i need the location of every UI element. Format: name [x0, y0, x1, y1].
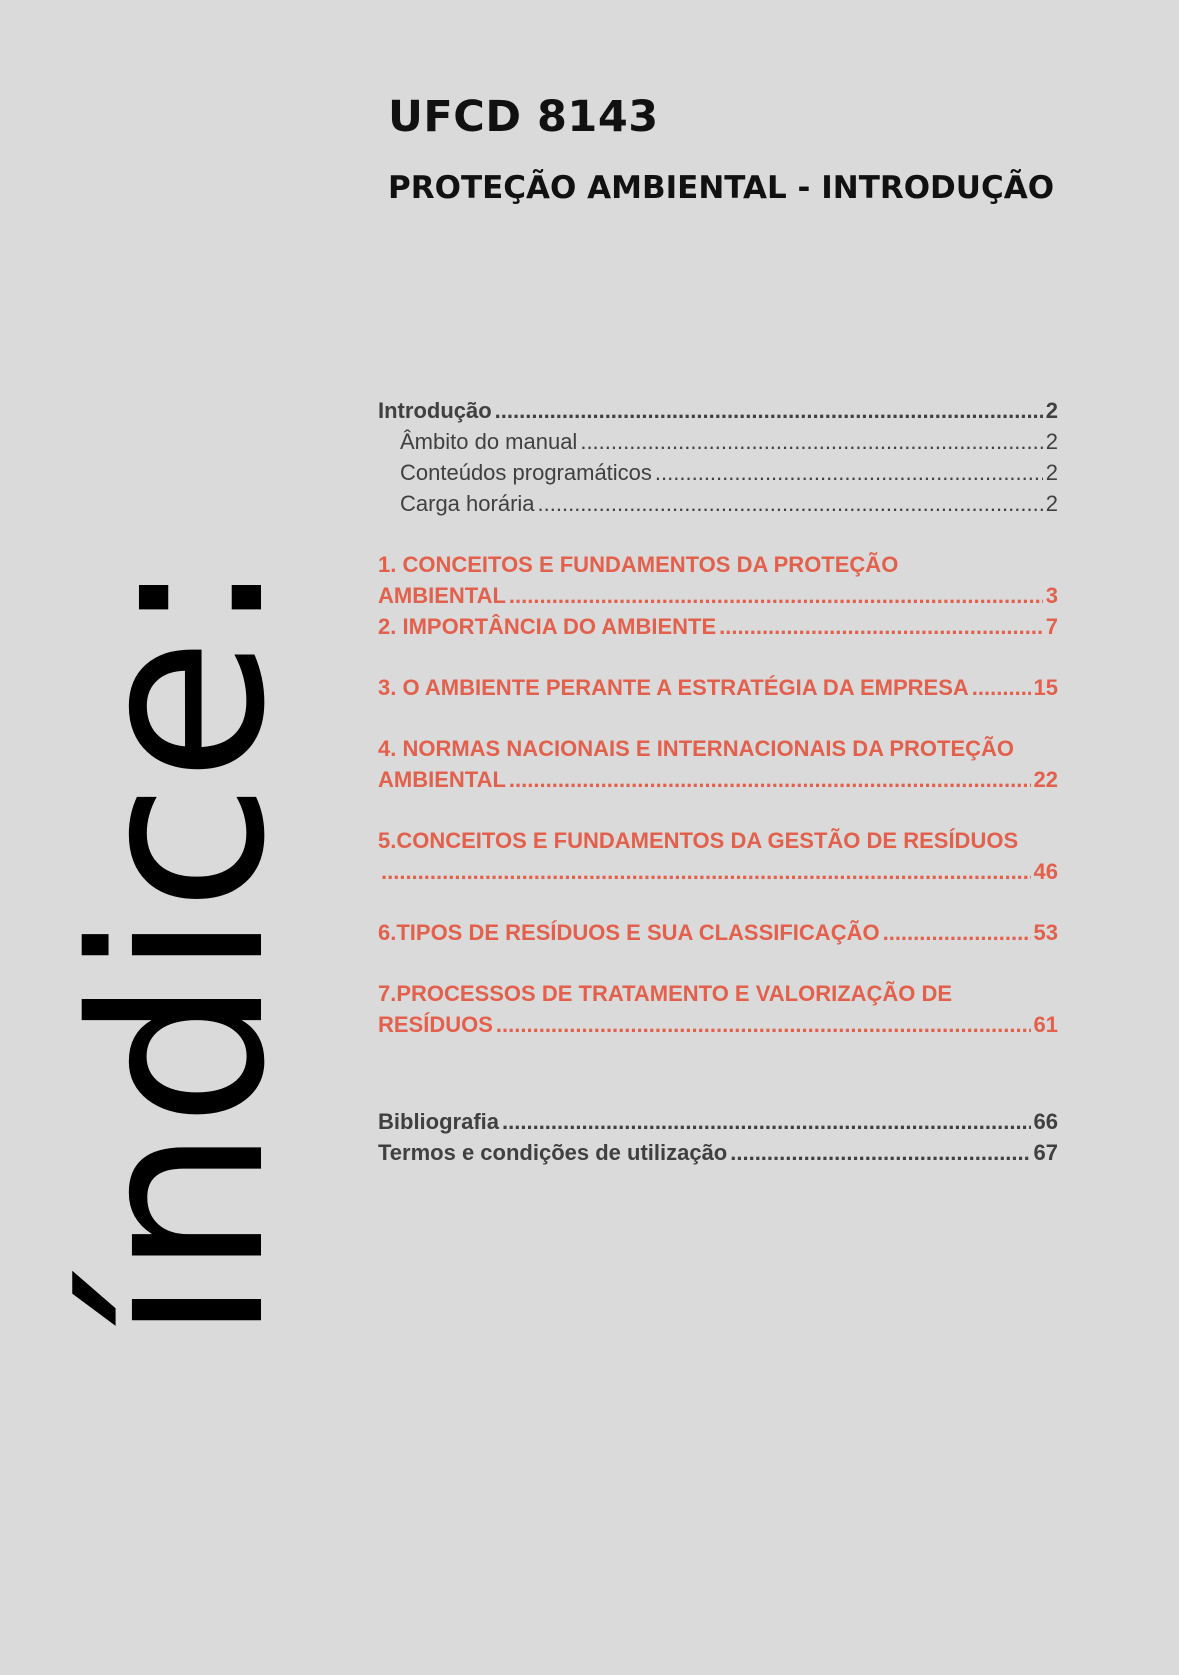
toc-leader-dots [509, 764, 1031, 795]
toc-chapter-3[interactable] [378, 672, 1058, 703]
toc-leader-dots [655, 457, 1043, 488]
toc-leader-dots [883, 917, 1031, 948]
toc-page-number: 66 [1033, 1109, 1058, 1134]
toc-page-number: 3 [1045, 583, 1058, 608]
toc-page-number: 2 [1045, 398, 1058, 423]
toc-entry-label: RESÍDUOS [378, 1012, 493, 1037]
document-subtitle: PROTEÇÃO AMBIENTAL - INTRODUÇÃO [388, 170, 1055, 206]
toc-entry-label: Carga horária [400, 491, 535, 516]
toc-leader-dots [538, 488, 1043, 519]
toc-entry-label: Conteúdos programáticos [400, 460, 652, 485]
toc-leader-dots [580, 426, 1042, 457]
toc-entry-label: Bibliografia [378, 1109, 500, 1134]
table-of-contents [378, 395, 1058, 1168]
toc-entry-carga-horaria[interactable] [378, 488, 1058, 519]
toc-page-number: 2 [1045, 429, 1058, 454]
toc-entry-label: Termos e condições de utilização [378, 1140, 728, 1165]
document-code-title: UFCD 8143 [388, 92, 659, 142]
toc-page-number: 22 [1033, 767, 1058, 792]
toc-entry-ambito-do-manual[interactable] [378, 426, 1058, 457]
toc-page-number: 46 [1033, 859, 1058, 884]
toc-entry-label: Âmbito do manual [400, 429, 578, 454]
toc-leader-dots [495, 395, 1043, 426]
toc-chapter-6[interactable] [378, 917, 1058, 948]
toc-entry-label: Introdução [378, 398, 492, 423]
toc-chapter-title-line: 1. CONCEITOS E FUNDAMENTOS DA PROTEÇÃO [378, 552, 899, 577]
toc-entry-label: 2. IMPORTÂNCIA DO AMBIENTE [378, 614, 717, 639]
toc-page-number: 15 [1033, 675, 1058, 700]
toc-leader-dots [502, 1106, 1031, 1137]
toc-leader-dots [719, 611, 1043, 642]
toc-chapter-title-line: 5.CONCEITOS E FUNDAMENTOS DA GESTÃO DE RESÍDUOS [378, 828, 1019, 853]
toc-leader-dots [381, 856, 1031, 887]
toc-leader-dots [509, 580, 1043, 611]
index-side-label: índice: [42, 557, 317, 1343]
toc-entry-conteudos-programaticos[interactable] [378, 457, 1058, 488]
toc-leader-dots [496, 1009, 1031, 1040]
toc-page-number: 2 [1045, 460, 1058, 485]
toc-leader-dots [972, 672, 1031, 703]
toc-page-number: 67 [1033, 1140, 1058, 1165]
toc-chapter-4[interactable] [378, 733, 1058, 795]
toc-entry-termos-e-condicoes[interactable] [378, 1137, 1058, 1168]
toc-chapter-title-line: 4. NORMAS NACIONAIS E INTERNACIONAIS DA PROTEÇÃO [378, 736, 1015, 761]
toc-page-number: 53 [1033, 920, 1058, 945]
toc-page-number: 7 [1045, 614, 1058, 639]
toc-entry-label: AMBIENTAL [378, 767, 506, 792]
toc-chapter-1[interactable] [378, 549, 1058, 611]
toc-chapter-7[interactable] [378, 978, 1058, 1040]
toc-page-number: 61 [1033, 1012, 1058, 1037]
toc-entry-bibliografia[interactable] [378, 1106, 1058, 1137]
toc-leader-dots [730, 1137, 1030, 1168]
toc-entry-label: 3. O AMBIENTE PERANTE A ESTRATÉGIA DA EMPRESA [378, 675, 969, 700]
toc-chapter-5[interactable] [378, 825, 1058, 887]
toc-page-number: 2 [1045, 491, 1058, 516]
toc-chapter-title-line: 7.PROCESSOS DE TRATAMENTO E VALORIZAÇÃO DE [378, 981, 953, 1006]
toc-entry-label: 6.TIPOS DE RESÍDUOS E SUA CLASSIFICAÇÃO [378, 920, 880, 945]
toc-entry-label: AMBIENTAL [378, 583, 506, 608]
toc-chapter-2[interactable] [378, 611, 1058, 642]
toc-entry-introducao[interactable] [378, 395, 1058, 426]
